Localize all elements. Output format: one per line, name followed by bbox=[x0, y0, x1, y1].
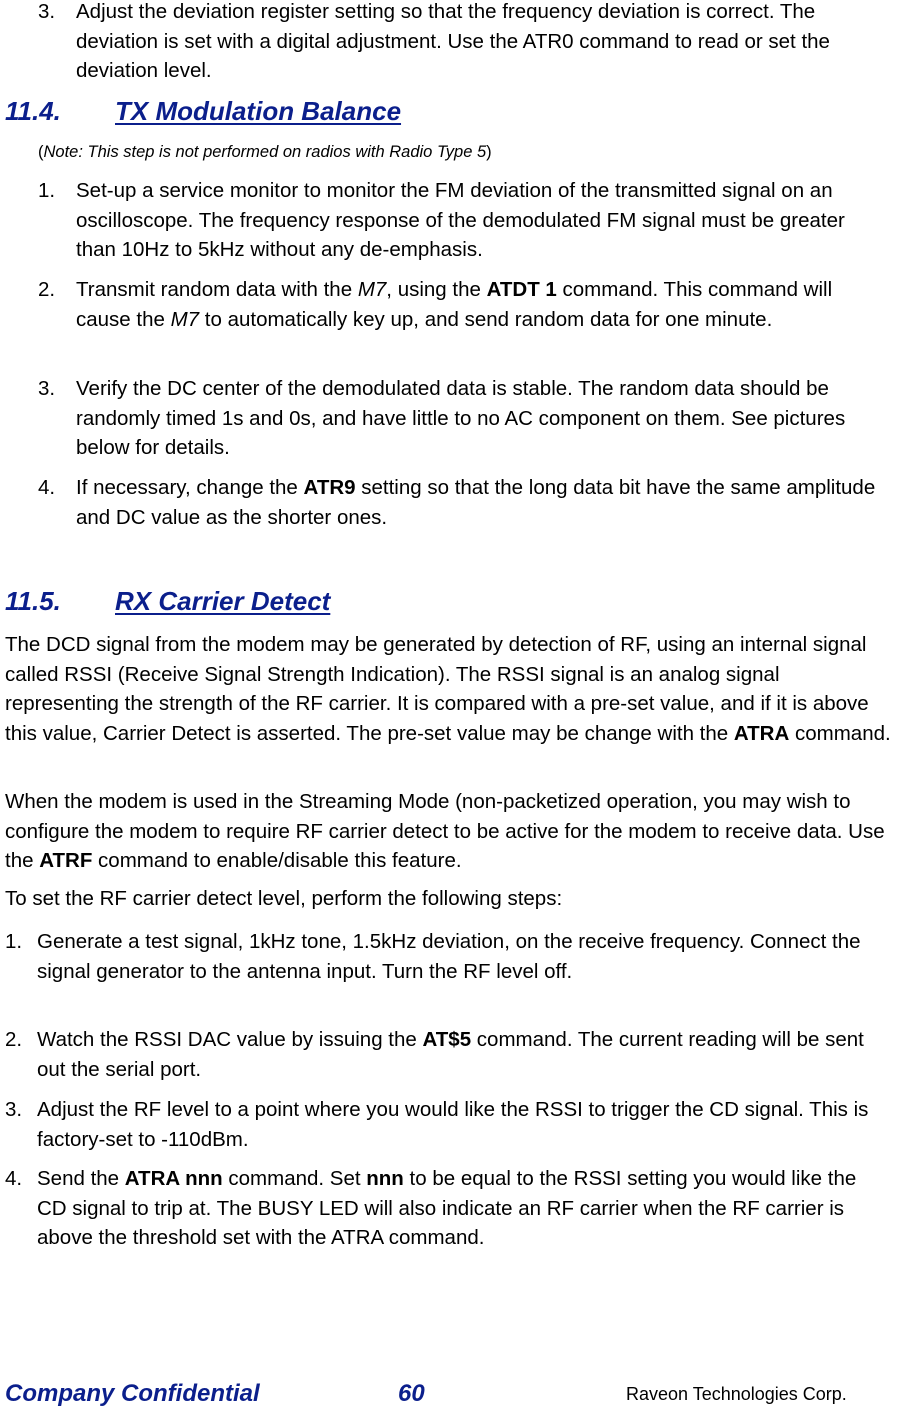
list-number: 1. bbox=[38, 179, 56, 202]
list-text: Generate a test signal, 1kHz tone, 1.5kHz deviation, on the receive frequency. Connect the signal generator to the antenna input. Turn the RF level off. bbox=[37, 930, 861, 983]
list-item bbox=[38, 275, 883, 334]
page-footer bbox=[0, 1380, 898, 1410]
note-close: ) bbox=[486, 143, 492, 161]
list-number: 2. bbox=[38, 278, 56, 301]
list-number: 3. bbox=[38, 0, 56, 23]
footer-company: Raveon Technologies Corp. bbox=[626, 1384, 847, 1404]
list-text: Watch the RSSI DAC value by issuing the AT$5 command. The current reading will be sent out the serial port. bbox=[37, 1028, 864, 1081]
list-item bbox=[5, 1095, 880, 1154]
list-number: 2. bbox=[5, 1028, 23, 1051]
note-open: ( bbox=[38, 143, 44, 161]
page-number: 60 bbox=[398, 1380, 425, 1407]
list-text: Adjust the deviation register setting so that the frequency deviation is correct. The deviation is set with a digital adjustment. Use the ATR0 command to read or set the deviation level. bbox=[76, 0, 830, 82]
note-text: Note: This step is not performed on radios with Radio Type 5 bbox=[43, 143, 487, 161]
list-item bbox=[38, 473, 883, 532]
section-title: RX Carrier Detect bbox=[115, 586, 331, 616]
section-number: 11.4. bbox=[5, 96, 61, 126]
list-number: 4. bbox=[38, 476, 56, 499]
paragraph: To set the RF carrier detect level, perform the following steps: bbox=[5, 887, 563, 910]
list-item bbox=[5, 1025, 880, 1084]
list-number: 1. bbox=[5, 930, 23, 953]
paragraph: When the modem is used in the Streaming Mode (non-packetized operation, you may wish to configure the modem to require RF carrier detect to be active for the modem to receive data. Use the ATRF command to enable/disable this feature. bbox=[5, 790, 885, 872]
list-text: Set-up a service monitor to monitor the FM deviation of the transmitted signal on an oscilloscope. The frequency response of the demodulated FM signal must be greater than 10Hz to 5kHz without any de-emphasis. bbox=[76, 179, 845, 261]
section-note bbox=[38, 143, 492, 162]
list-text: Transmit random data with the M7, using the ATDT 1 command. This command will cause the M7 to automatically key up, and send random data for one minute. bbox=[76, 278, 833, 331]
list-text: Verify the DC center of the demodulated data is stable. The random data should be randomly timed 1s and 0s, and have little to no AC component on them. See pictures below for details. bbox=[76, 377, 846, 459]
section-title: TX Modulation Balance bbox=[115, 96, 402, 126]
list-number: 3. bbox=[5, 1098, 23, 1121]
footer-confidential: Company Confidential bbox=[5, 1380, 260, 1407]
list-item bbox=[5, 927, 880, 986]
list-item bbox=[38, 0, 878, 86]
list-text: If necessary, change the ATR9 setting so that the long data bit have the same amplitude and DC value as the shorter ones. bbox=[76, 476, 876, 529]
list-item bbox=[38, 374, 883, 463]
list-item bbox=[38, 176, 883, 265]
list-item bbox=[5, 1164, 880, 1253]
paragraph: The DCD signal from the modem may be generated by detection of RF, using an internal signal called RSSI (Receive Signal Strength Indication). The RSSI signal is an analog signal representing the strength of the RF carrier. It is compared with a pre-set value, and if it is above this value, Carrier Detect is asserted. The pre-set value may be change with the ATRA command. bbox=[5, 633, 891, 745]
section-number: 11.5. bbox=[5, 586, 61, 616]
top-list bbox=[38, 0, 878, 86]
list-text: Adjust the RF level to a point where you would like the RSSI to trigger the CD signal. This is factory-set to -110dBm. bbox=[37, 1098, 869, 1151]
list-number: 3. bbox=[38, 377, 56, 400]
list-number: 4. bbox=[5, 1167, 23, 1190]
list-text: Send the ATRA nnn command. Set nnn to be equal to the RSSI setting you would like the CD signal to trip at. The BUSY LED will also indicate an RF carrier when the RF carrier is above the threshold set with the ATRA command. bbox=[37, 1167, 857, 1249]
